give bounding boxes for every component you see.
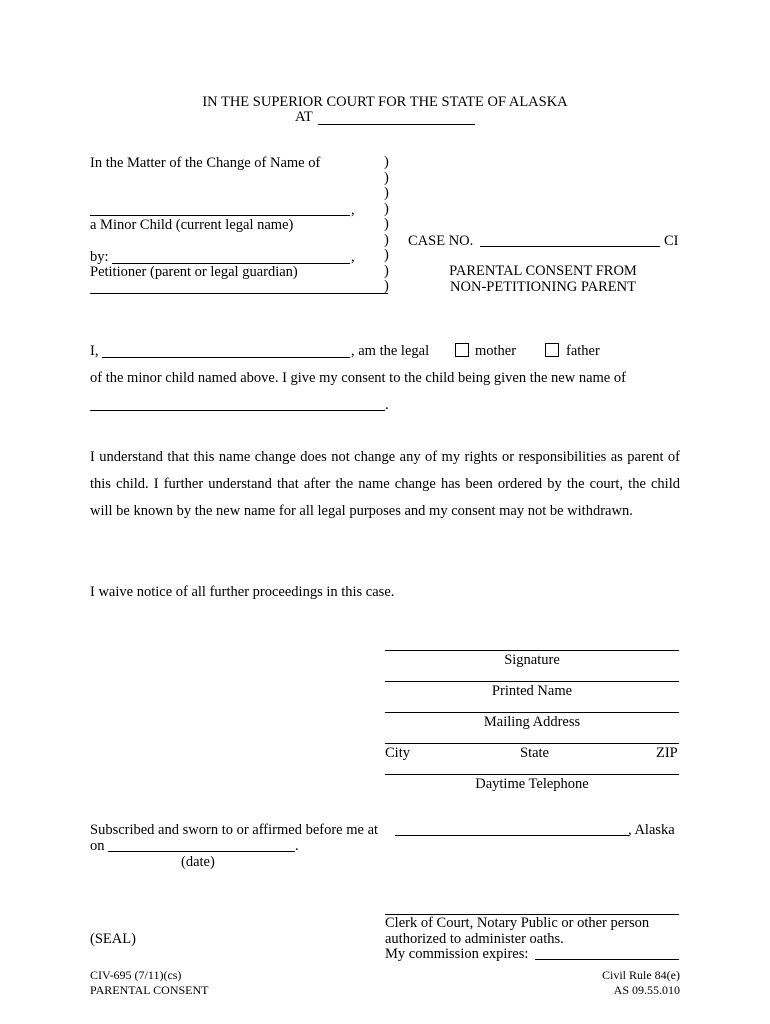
father-label: father [566, 343, 600, 359]
statute: AS 09.55.010 [613, 983, 680, 997]
paren: ) [384, 231, 389, 248]
father-checkbox[interactable] [545, 343, 559, 357]
telephone-field[interactable] [385, 774, 679, 775]
comma: , [351, 249, 355, 265]
clerk-label-line2: authorized to administer oaths. [385, 931, 564, 947]
commission-expires-field[interactable] [535, 959, 679, 960]
form-title-line2: NON-PETITIONING PARENT [450, 279, 636, 295]
paren: ) [384, 216, 389, 232]
civil-rule: Civil Rule 84(e) [602, 968, 680, 982]
i-label: I, [90, 343, 99, 359]
alaska-label: , Alaska [628, 822, 675, 838]
at-label: AT [295, 109, 313, 125]
sworn-location-field[interactable] [395, 835, 629, 836]
form-title-line1: PARENTAL CONSENT FROM [449, 263, 637, 279]
seal-label: (SEAL) [90, 931, 136, 947]
by-label: by: [90, 249, 109, 265]
mother-label: mother [475, 343, 517, 359]
am-legal-label: , am the legal [351, 343, 430, 359]
paren: ) [384, 262, 389, 279]
paren: ) [384, 185, 389, 201]
form-name: PARENTAL CONSENT [90, 983, 209, 997]
form-number: CIV-695 (7/11)(cs) [90, 968, 182, 982]
paren: ) [384, 169, 389, 186]
clerk-label-line1: Clerk of Court, Notary Public or other person [385, 915, 650, 931]
petitioner-extra-field[interactable] [90, 293, 388, 294]
paren: ) [384, 247, 389, 263]
date-field[interactable] [108, 851, 295, 852]
minor-label: a Minor Child (current legal name) [90, 217, 294, 233]
commission-label: My commission expires: [385, 946, 529, 962]
case-number-field[interactable] [480, 246, 660, 247]
case-suffix: CI [664, 233, 679, 249]
telephone-label: Daytime Telephone [475, 776, 589, 792]
mother-checkbox[interactable] [455, 343, 469, 357]
city-state-zip-field[interactable] [385, 743, 679, 744]
period: . [295, 838, 299, 854]
printed-name-field[interactable] [385, 681, 679, 682]
paren: ) [384, 154, 389, 170]
mailing-address-label: Mailing Address [483, 714, 581, 730]
signature-field[interactable] [385, 650, 679, 651]
case-no-label: CASE NO. [408, 233, 474, 249]
paren: ) [384, 278, 389, 294]
parent-name-field[interactable] [102, 357, 350, 358]
at-location-field[interactable] [318, 124, 475, 125]
mailing-address-field[interactable] [385, 712, 679, 713]
on-label: on [90, 838, 105, 854]
date-label: (date) [181, 854, 215, 870]
printed-name-label: Printed Name [491, 683, 573, 699]
subscribed-label: Subscribed and sworn to or affirmed before me at [90, 822, 379, 838]
zip-label: ZIP [656, 745, 678, 761]
signature-label: Signature [504, 652, 560, 668]
waive-paragraph: I waive notice of all further proceedings in this case. [90, 584, 395, 600]
understand-paragraph: I understand that this name change does not change any of my rights or responsibilities as parent of this child. I further understand that after the name change has been ordered by the court, the child will be known by the new name for all legal purposes and my consent may not be withdrawn. [90, 449, 680, 519]
city-label: City [385, 745, 410, 761]
state-label: State [520, 745, 549, 761]
period: . [385, 397, 389, 413]
petitioner-label: Petitioner (parent or legal guardian) [90, 264, 298, 280]
new-name-field[interactable] [90, 410, 385, 411]
minor-name-field[interactable] [90, 215, 350, 216]
matter-label: In the Matter of the Change of Name of [90, 155, 321, 171]
comma: , [351, 202, 355, 218]
consent-text: of the minor child named above. I give my consent to the child being given the new name of [90, 370, 626, 386]
court-title: IN THE SUPERIOR COURT FOR THE STATE OF ALASKA [202, 94, 568, 110]
paren: ) [384, 200, 389, 217]
